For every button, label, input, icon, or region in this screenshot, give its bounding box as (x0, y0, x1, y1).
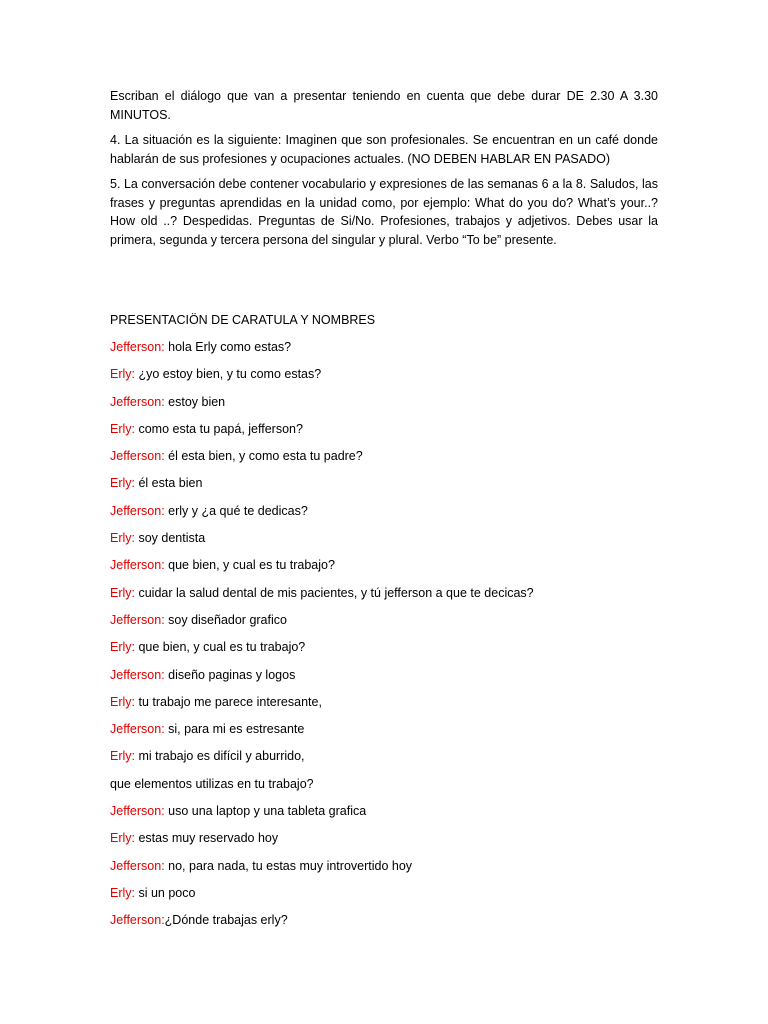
utterance-text: soy diseñador grafico (164, 612, 287, 627)
utterance-text: estas muy reservado hoy (135, 831, 279, 846)
utterance-text: él esta bien, y como esta tu padre? (164, 449, 363, 464)
dialogue-line (110, 447, 670, 474)
speaker-name: Erly: (110, 640, 135, 655)
dialogue-line (110, 747, 670, 774)
instruction-paragraph-4: 4. La situación es la siguiente: Imaginen que son profesionales. Se encuentran en un café donde hablarán de sus profesiones y ocupaciones actuales. (NO DEBEN HABLAR EN PASADO) (110, 133, 658, 166)
dialogue-line (110, 502, 670, 529)
speaker-name: Erly: (110, 885, 135, 900)
utterance-text: estoy bien (164, 394, 226, 409)
dialogue-line (110, 884, 670, 911)
speaker-name: Jefferson: (110, 858, 165, 873)
dialogue-line (110, 338, 670, 365)
dialogue-line (110, 393, 670, 420)
section-heading: PRESENTACIÖN DE CARATULA Y NOMBRES (110, 313, 376, 327)
dialogue-line (110, 556, 670, 583)
utterance-text: ¿Dónde trabajas erly? (164, 913, 288, 928)
dialogue-line (110, 666, 670, 693)
dialogue-line (110, 775, 670, 802)
utterance-text: mi trabajo es difícil y aburrido, (135, 749, 305, 764)
speaker-name: Jefferson: (110, 722, 165, 737)
speaker-name: Erly: (110, 831, 135, 846)
speaker-name: Jefferson: (110, 340, 165, 354)
dialogue-line (110, 638, 670, 665)
utterance-text: que bien, y cual es tu trabajo? (135, 640, 306, 655)
utterance-text: él esta bien (135, 476, 203, 491)
speaker-name: Erly: (110, 476, 135, 491)
speaker-name: Jefferson: (110, 558, 165, 573)
instruction-paragraph-5: 5. La conversación debe contener vocabulario y expresiones de las semanas 6 a la 8. Saludos, las frases y preguntas aprendidas en la unidad como, por ejemplo: What do you do? What’s your..? How old ..? Despedidas. Preguntas de Si/No. Profesiones, trabajos y adjetivos. Debes usar la primera, segunda y tercera persona del singular y plural. Verbo “To be” presente. (110, 177, 658, 247)
speaker-name: Jefferson: (110, 913, 165, 928)
speaker-name: Erly: (110, 367, 135, 382)
dialogue-line (110, 911, 670, 938)
dialogue (110, 338, 670, 939)
utterance-text: ¿yo estoy bien, y tu como estas? (135, 367, 322, 382)
speaker-name: Erly: (110, 694, 135, 709)
speaker-name: Erly: (110, 585, 135, 600)
speaker-name: Jefferson: (110, 503, 165, 518)
utterance-text: si un poco (135, 885, 196, 900)
dialogue-line (110, 420, 670, 447)
utterance-text: uso una laptop y una tableta grafica (164, 804, 367, 819)
dialogue-line (110, 693, 670, 720)
utterance-text: que bien, y cual es tu trabajo? (164, 558, 335, 573)
instruction-paragraph-1: Escriban el diálogo que van a presentar teniendo en cuenta que debe durar DE 2.30 A 3.30 MINUTOS. (110, 89, 658, 122)
utterance-text: no, para nada, tu estas muy introvertido hoy (164, 858, 413, 873)
dialogue-line (110, 584, 670, 611)
dialogue-line (110, 365, 670, 392)
speaker-name: Erly: (110, 531, 135, 546)
utterance-text: si, para mi es estresante (164, 722, 305, 737)
speaker-name: Jefferson: (110, 804, 165, 819)
dialogue-line (110, 802, 670, 829)
speaker-name: Jefferson: (110, 449, 165, 464)
speaker-name: Jefferson: (110, 667, 165, 682)
dialogue-line (110, 529, 670, 556)
speaker-name: Jefferson: (110, 612, 165, 627)
utterance-text: hola Erly como estas? (164, 340, 292, 354)
dialogue-line (110, 829, 670, 856)
dialogue-line (110, 720, 670, 747)
speaker-name: Erly: (110, 421, 135, 436)
dialogue-line (110, 611, 670, 638)
utterance-text: soy dentista (135, 531, 206, 546)
utterance-text: como esta tu papá, jefferson? (135, 421, 303, 436)
dialogue-line (110, 857, 670, 884)
utterance-text: erly y ¿a qué te dedicas? (164, 503, 308, 518)
utterance-text: cuidar la salud dental de mis pacientes, y tú jefferson a que te decicas? (135, 585, 534, 600)
utterance-text: diseño paginas y logos (164, 667, 296, 682)
speaker-name: Erly: (110, 749, 135, 764)
utterance-text: tu trabajo me parece interesante, (135, 694, 322, 709)
dialogue-line (110, 474, 670, 501)
speaker-name: Jefferson: (110, 394, 165, 409)
utterance-text: que elementos utilizas en tu trabajo? (110, 776, 314, 791)
